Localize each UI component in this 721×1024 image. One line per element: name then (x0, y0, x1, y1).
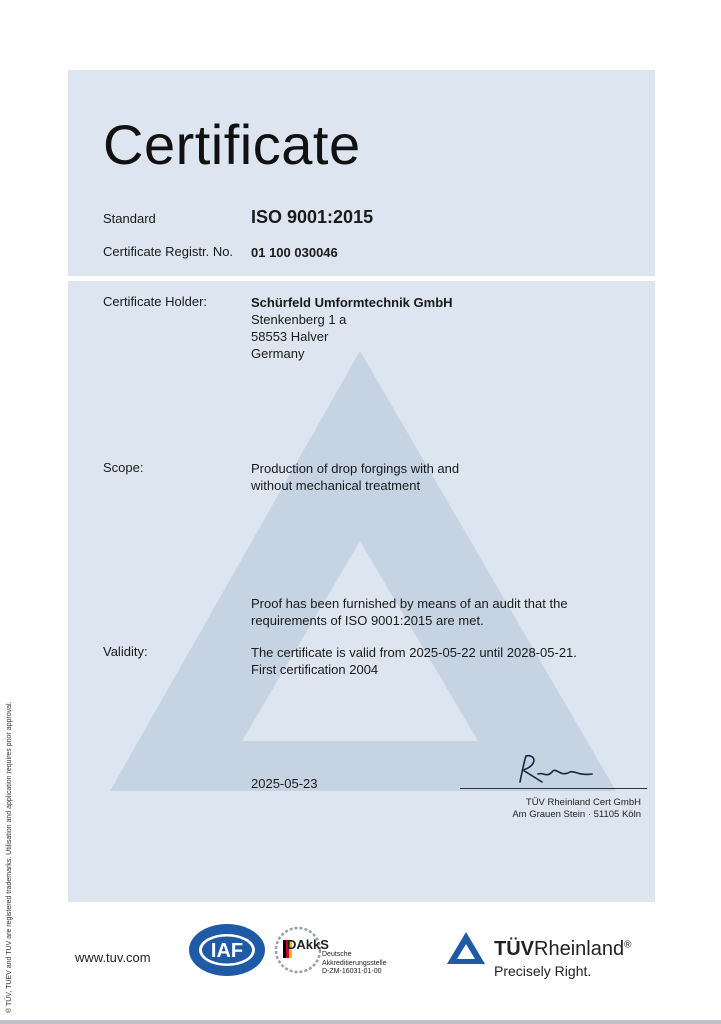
issuer-name: TÜV Rheinland Cert GmbH (525, 797, 641, 808)
proof-line: requirements of ISO 9001:2015 are met. (251, 613, 484, 628)
holder-country: Germany (251, 346, 305, 361)
iaf-logo-icon (188, 922, 266, 978)
standard-label: Standard (103, 211, 156, 226)
dakks-line: Deutsche (322, 951, 352, 958)
signature-icon (512, 752, 602, 788)
scope-line: Production of drop forgings with and (251, 461, 460, 476)
tuv-brand-rest: Rheinland (534, 938, 625, 960)
proof-block (251, 595, 568, 629)
dakks-line: Akkreditierungsstelle (322, 959, 387, 967)
holder-name: Schürfeld Umformtechnik GmbH (251, 295, 453, 310)
trademark-note: ® TÜV, TUEV and TUV are registered trademarks. Utilisation and application requires prior approval. (6, 701, 13, 1013)
scope-line: without mechanical treatment (251, 478, 421, 493)
holder-block (251, 294, 453, 362)
tuv-brand (494, 938, 631, 961)
validity-label: Validity: (103, 644, 148, 659)
proof-line: Proof has been furnished by means of an audit that the (251, 596, 568, 611)
signature-line (460, 788, 647, 789)
scope-label: Scope: (103, 460, 144, 475)
issuer-address: Am Grauen Stein · 51105 Köln (512, 809, 641, 820)
dakks-name: DAkkS (287, 937, 329, 952)
certificate-title: Certificate (103, 113, 361, 176)
dakks-details (322, 951, 387, 977)
website-link[interactable]: www.tuv.com (75, 950, 151, 965)
scope-block (251, 460, 459, 494)
issue-date: 2025-05-23 (251, 776, 318, 791)
tuv-triangle-logo-icon (446, 930, 486, 966)
tuv-brand-bold: TÜV (494, 938, 534, 960)
svg-text:IAF: IAF (210, 940, 244, 962)
tuv-slogan: Precisely Right. (494, 963, 592, 979)
registr-value: 01 100 030046 (251, 245, 338, 260)
standard-value: ISO 9001:2015 (251, 207, 374, 227)
registr-label: Certificate Registr. No. (103, 244, 234, 259)
validity-line: The certificate is valid from 2025-05-22 until 2028-05-21. (251, 645, 577, 660)
validity-block (251, 644, 577, 678)
tuv-brand-reg: ® (624, 939, 632, 951)
validity-line: First certification 2004 (251, 662, 379, 677)
dakks-line: D-ZM-16031-01-00 (322, 968, 382, 975)
holder-label: Certificate Holder: (103, 294, 208, 309)
bottom-edge (0, 1020, 721, 1024)
holder-city: 58553 Halver (251, 329, 329, 344)
holder-street: Stenkenberg 1 a (251, 312, 347, 327)
